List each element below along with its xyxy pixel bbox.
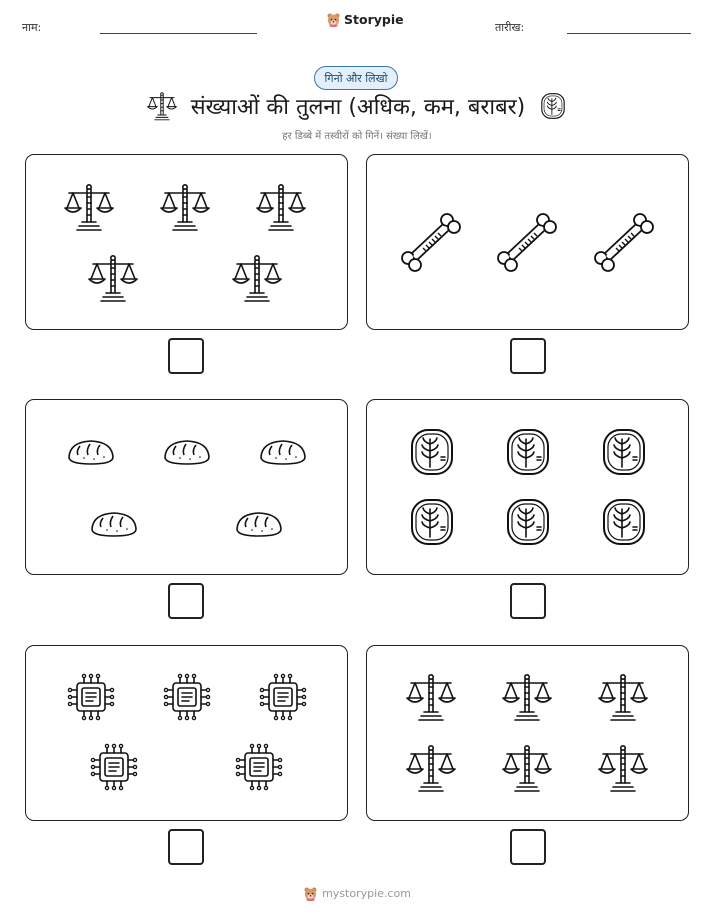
- balance-scale-icon: [160, 182, 210, 232]
- balance-scale-icon: [406, 672, 456, 722]
- count-box-4: [366, 399, 689, 575]
- balance-scale-icon: [256, 182, 306, 232]
- bone-icon: [594, 212, 654, 272]
- count-box-5: [25, 645, 348, 821]
- wheat-badge-icon: [599, 497, 649, 547]
- count-box-3: [25, 399, 348, 575]
- date-label: तारीख:: [495, 21, 525, 34]
- balance-scale-icon: [406, 743, 456, 793]
- instructions: हर डिब्बे में तस्वीरों को गिनें। संख्या लिखें।: [282, 131, 432, 142]
- answer-box-5[interactable]: [168, 829, 204, 865]
- bread-icon: [89, 509, 139, 539]
- answer-box-6[interactable]: [510, 829, 546, 865]
- footer: [0, 886, 714, 901]
- wheat-badge-icon: [407, 497, 457, 547]
- title-row: [0, 91, 714, 121]
- bone-icon: [401, 212, 461, 272]
- wheat-badge-icon: [407, 427, 457, 477]
- bread-icon: [258, 437, 308, 467]
- bear-icon: [326, 12, 341, 27]
- balance-scale-icon: [502, 743, 552, 793]
- balance-scale-icon: [88, 253, 138, 303]
- page-title: संख्याओं की तुलना (अधिक, कम, बराबर): [190, 95, 526, 120]
- bread-icon: [234, 509, 284, 539]
- answer-box-3[interactable]: [168, 583, 204, 619]
- balance-scale-icon: [598, 743, 648, 793]
- bear-icon: [303, 886, 318, 901]
- microchip-icon: [234, 742, 284, 792]
- answer-box-2[interactable]: [510, 338, 546, 374]
- answer-box-4[interactable]: [510, 583, 546, 619]
- balance-scale-icon: [598, 672, 648, 722]
- balance-scale-icon: [502, 672, 552, 722]
- date-line[interactable]: [567, 33, 691, 34]
- wheat-badge-icon: [539, 92, 567, 120]
- name-label: नाम:: [22, 21, 42, 34]
- microchip-icon: [66, 672, 116, 722]
- footer-site[interactable]: mystorypie.com: [322, 887, 411, 900]
- count-box-2: [366, 154, 689, 330]
- wheat-badge-icon: [503, 427, 553, 477]
- wheat-badge-icon: [599, 427, 649, 477]
- wheat-badge-icon: [503, 497, 553, 547]
- balance-scale-icon: [232, 253, 282, 303]
- balance-scale-icon: [147, 91, 177, 121]
- microchip-icon: [89, 742, 139, 792]
- answer-box-1[interactable]: [168, 338, 204, 374]
- microchip-icon: [162, 672, 212, 722]
- microchip-icon: [258, 672, 308, 722]
- balance-scale-icon: [64, 182, 114, 232]
- bread-icon: [66, 437, 116, 467]
- bone-icon: [497, 212, 557, 272]
- activity-badge: गिनो और लिखो: [314, 66, 398, 90]
- brand-text: Storypie: [344, 12, 404, 27]
- storypie-logo: [326, 12, 404, 27]
- bread-icon: [162, 437, 212, 467]
- name-line[interactable]: [100, 33, 257, 34]
- count-box-6: [366, 645, 689, 821]
- count-box-1: [25, 154, 348, 330]
